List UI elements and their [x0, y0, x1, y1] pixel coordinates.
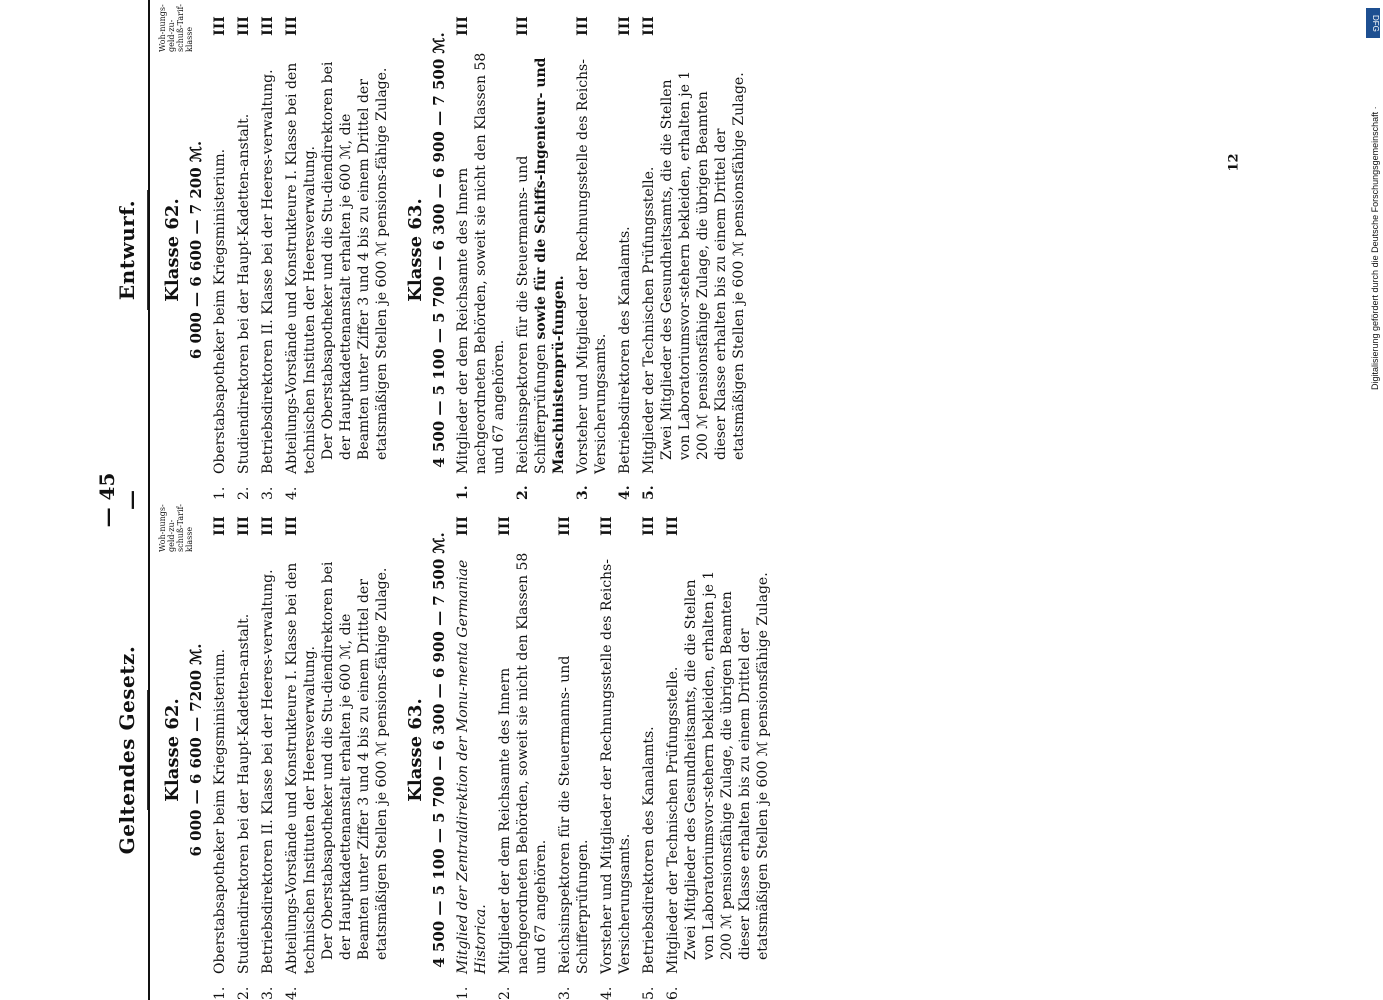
tarifklasse-value: III: [599, 516, 615, 536]
tarifklasse-value: III: [641, 16, 657, 36]
entry-number: 4.: [599, 986, 615, 1000]
list-item: [283, 0, 391, 500]
list-item: [211, 500, 229, 1000]
tarifklasse-value: III: [665, 516, 681, 536]
entry-text: Studiendirektoren bei der Haupt-Kadetten-anstalt.: [236, 613, 252, 974]
entry-number: 2.: [236, 486, 252, 500]
tarifklasse-value: III: [284, 516, 300, 536]
list-item: [514, 0, 568, 500]
entry-note: Der Oberstabsapotheker und die Stu-diendirektoren bei der Hauptkadettenanstalt erhalten je 600 ℳ, die Beamten unter Ziffer 3 und 4 bis zu einem Drittel der etatsmäßigen Stellen je 600 ℳ pensions-fähige Zulage.: [320, 61, 390, 460]
entry-text: Oberstabsapotheker beim Kriegsministerium.: [212, 148, 228, 474]
entry-number: 3.: [260, 486, 276, 500]
klasse-63-salary-left: 4 500 — 5 100 — 5 700 — 6 300 — 6 900 — 7 500 ℳ.: [430, 532, 448, 968]
entry-text: Mitglieder der Technischen Prüfungsstelle.: [665, 666, 681, 974]
klasse-63-title-left: Klasse 63.: [405, 698, 426, 802]
entry-text: Studiendirektoren bei der Haupt-Kadetten-anstalt.: [236, 113, 252, 474]
dfg-logo: DFG: [1366, 8, 1380, 38]
tarifklasse-value: III: [557, 516, 573, 536]
entry-note: Der Oberstabsapotheker und die Stu-diendirektoren bei der Hauptkadettenanstalt erhalten je 600 ℳ, die Beamten unter Ziffer 3 und 4 bis zu einem Drittel der etatsmäßigen Stellen je 600 ℳ pensions-fähige Zulage.: [320, 561, 390, 960]
list-item: [454, 0, 508, 500]
klasse-63-entries-right: [454, 0, 748, 500]
tarifklasse-value: III: [236, 16, 252, 36]
entry-number: 3.: [557, 986, 573, 1000]
list-item: [283, 500, 391, 1000]
list-item: [259, 0, 277, 500]
entry-text: Betriebsdirektoren des Kanalamts.: [641, 726, 657, 974]
list-item: [211, 0, 229, 500]
list-item: [574, 0, 610, 500]
entry-number: 1.: [212, 986, 228, 1000]
column-header-left: Geltendes Gesetz.: [115, 645, 139, 855]
column-entwurf: [115, 0, 1365, 500]
tarifklasse-value: III: [455, 516, 471, 536]
list-item: [664, 500, 772, 1000]
list-item: [235, 0, 253, 500]
entry-number: 1.: [212, 486, 228, 500]
entry-note: Zwei Mitglieder des Gesundheitsamts, die die Stellen von Laboratoriumsvor-stehern bekleiden, erhalten je 1 200 ℳ pensionsfähige Zulage, die übrigen Beamten dieser Klasse erhalten bis zu einem Drittel der etatsmäßigen Stellen je 600 ℳ pensionsfähige Zulage.: [659, 70, 747, 460]
klasse-63-salary-right: 4 500 — 5 100 — 5 700 — 6 300 — 6 900 — 7 500 ℳ.: [430, 32, 448, 468]
tarifklasse-value: III: [497, 516, 513, 536]
tarifklasse-value: III: [284, 16, 300, 36]
entry-number: 5.: [641, 986, 657, 1000]
entry-text: Betriebsdirektoren II. Klasse bei der Heeres-verwaltung.: [260, 69, 276, 474]
entry-note: Zwei Mitglieder des Gesundheitsamts, die die Stellen von Laboratoriumsvor-stehern bekleiden, erhalten je 1 200 ℳ pensionsfähige Zulage, die übrigen Beamten dieser Klasse erhalten bis zu einem Drittel der etatsmäßigen Stellen je 600 ℳ pensionsfähige Zulage.: [683, 570, 771, 960]
klasse-62-salary-left: 6 000 — 6 600 — 7200 ℳ.: [187, 643, 205, 857]
list-item: [640, 0, 748, 500]
entry-text: Betriebsdirektoren des Kanalamts.: [617, 226, 633, 474]
list-item: [259, 500, 277, 1000]
tarifklasse-value: III: [455, 16, 471, 36]
list-item: [496, 500, 550, 1000]
klasse-62-title-left: Klasse 62.: [162, 698, 183, 802]
entry-text: Vorsteher und Mitglieder der Rechnungsstelle des Reichs-Versicherungsamts.: [575, 59, 609, 474]
entry-number: 4.: [617, 485, 633, 500]
entry-text: Reichsinspektoren für die Steuermanns- und Schifferprüfungen: [515, 155, 549, 474]
tarifklasse-value: III: [212, 16, 228, 36]
entry-number: 5.: [641, 485, 657, 500]
list-item: [598, 500, 634, 1000]
footer-note: Digitalisierung gefördert durch die Deutsche Forschungsgemeinschaft ·: [1370, 106, 1380, 390]
list-item: [235, 500, 253, 1000]
column-header-right: Entwurf.: [115, 199, 139, 301]
klasse-62-entries-left: [211, 500, 391, 1000]
tarifklasse-value: III: [236, 516, 252, 536]
entry-text: Reichsinspektoren für die Steuermanns- und Schifferprüfungen.: [557, 655, 591, 974]
klasse-63-title-right: Klasse 63.: [405, 198, 426, 302]
tarifklasse-value: III: [575, 16, 591, 36]
wohnungsgeld-header-left: Woh-nungs-geld-zu-schuß-Tarif-klasse: [158, 504, 194, 552]
klasse-62-entries-right: [211, 0, 391, 500]
entry-text: Betriebsdirektoren II. Klasse bei der Heeres-verwaltung.: [260, 569, 276, 974]
entry-number: 2.: [236, 986, 252, 1000]
entry-number: 1.: [455, 485, 471, 500]
list-item: [640, 500, 658, 1000]
entry-number: 3.: [260, 986, 276, 1000]
entry-text: Abteilungs-Vorstände und Konstrukteure I. Klasse bei den technischen Instituten der Heeresverwaltung.: [284, 62, 318, 474]
bottom-page-number: 12: [1226, 153, 1242, 172]
entry-number: 4.: [284, 486, 300, 500]
list-item: [616, 0, 634, 500]
entry-number: 3.: [575, 485, 591, 500]
header-rule: [147, 690, 148, 810]
entry-text: Mitglied der Zentraldirektion der Monu-menta Germaniae Historica.: [455, 559, 489, 974]
entry-number: 2.: [515, 485, 531, 500]
tarifklasse-value: III: [260, 16, 276, 36]
tarifklasse-value: III: [260, 516, 276, 536]
entry-text: Mitglieder der dem Reichsamte des Innern nachgeordneten Behörden, soweit sie nicht den Klassen 58 und 67 angehören.: [455, 52, 507, 474]
tarifklasse-value: III: [212, 516, 228, 536]
tarifklasse-value: III: [515, 16, 531, 36]
entry-text: Mitglieder der dem Reichsamte des Innern nachgeordneten Behörden, soweit sie nicht den Klassen 58 und 67 angehören.: [497, 552, 549, 974]
klasse-63-entries-left: [454, 500, 772, 1000]
entry-number: 1.: [455, 986, 471, 1000]
klasse-62-title-right: Klasse 62.: [162, 198, 183, 302]
list-item: [556, 500, 592, 1000]
entry-number: 4.: [284, 986, 300, 1000]
tarifklasse-value: III: [641, 516, 657, 536]
klasse-62-salary-right: 6 000 — 6 600 — 7 200 ℳ.: [187, 140, 205, 360]
tarifklasse-value: III: [617, 16, 633, 36]
entry-text-added: sowie für die Schiffs-ingenieur- und Maschinistenprü-fungen.: [533, 57, 567, 474]
page-number: — 45 —: [95, 472, 143, 528]
entry-text: Vorsteher und Mitglieder der Rechnungsstelle des Reichs-Versicherungsamts.: [599, 559, 633, 974]
entry-number: 6.: [665, 986, 681, 1000]
entry-text: Oberstabsapotheker beim Kriegsministerium.: [212, 648, 228, 974]
wohnungsgeld-header-right: Woh-nungs-geld-zu-schuß-Tarif-klasse: [158, 4, 194, 52]
header-rule: [147, 190, 148, 310]
entry-text: Mitglieder der Technischen Prüfungsstelle.: [641, 166, 657, 474]
column-geltendes-gesetz: [115, 500, 1365, 1000]
list-item: [454, 500, 490, 1000]
entry-text: Abteilungs-Vorstände und Konstrukteure I. Klasse bei den technischen Instituten der Heeresverwaltung.: [284, 562, 318, 974]
entry-number: 2.: [497, 986, 513, 1000]
